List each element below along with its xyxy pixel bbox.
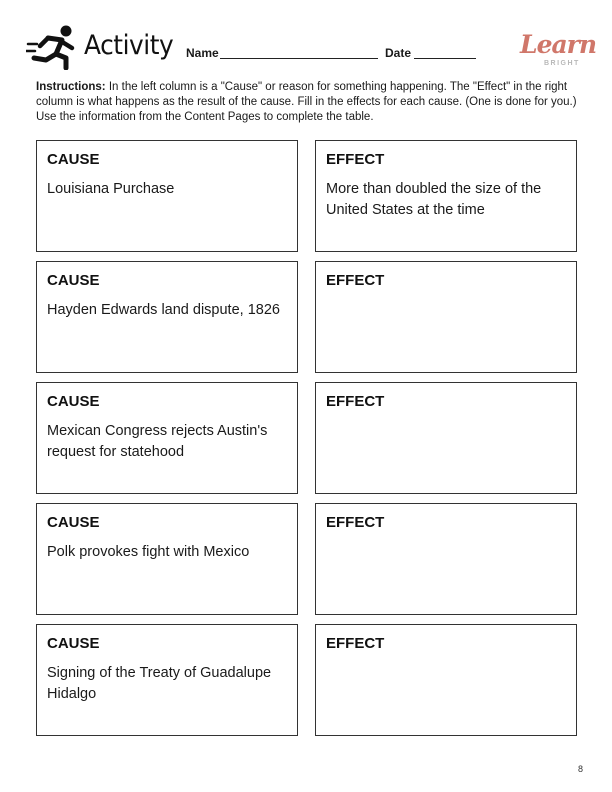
cause-heading: CAUSE	[47, 272, 100, 289]
logo-text: Learn	[520, 30, 597, 59]
cause-heading: CAUSE	[47, 514, 100, 531]
date-field[interactable]	[414, 58, 476, 59]
effect-box[interactable]	[315, 624, 577, 736]
cause-heading: CAUSE	[47, 393, 100, 410]
cause-box	[36, 503, 298, 615]
learn-bright-logo	[520, 30, 597, 76]
cause-text: Mexican Congress rejects Austin's request for statehood	[47, 423, 268, 460]
effect-box[interactable]	[315, 503, 577, 615]
cause-box	[36, 382, 298, 494]
logo-subtext: BRIGHT	[544, 60, 580, 67]
page-header	[0, 0, 612, 80]
cause-box	[36, 261, 298, 373]
cause-text: Louisiana Purchase	[47, 181, 175, 197]
cause-heading: CAUSE	[47, 151, 100, 168]
effect-heading: EFFECT	[326, 151, 385, 168]
effect-text[interactable]: More than doubled the size of the United States at the time	[326, 181, 542, 218]
instructions	[36, 80, 584, 125]
effect-heading: EFFECT	[326, 393, 385, 410]
effect-heading: EFFECT	[326, 272, 385, 289]
activity-title: Activity	[84, 30, 174, 61]
date-label: Date	[385, 46, 412, 60]
cause-box	[36, 140, 298, 252]
name-field[interactable]	[220, 58, 378, 59]
instructions-text: In the left column is a "Cause" or reason for something happening. The "Effect" in the right column is what happens as the result of the cause. Fill in the effects for each cause. (One is done for you.) Use the information from the Content Pages to complete the table.	[36, 81, 577, 123]
instructions-label: Instructions:	[36, 81, 106, 93]
cause-text: Polk provokes fight with Mexico	[47, 544, 250, 560]
cause-text: Hayden Edwards land dispute, 1826	[47, 302, 280, 318]
page-number: 8	[578, 764, 584, 774]
name-label: Name	[186, 46, 219, 60]
cause-heading: CAUSE	[47, 635, 100, 652]
running-person-icon	[26, 24, 78, 70]
effect-box[interactable]	[315, 261, 577, 373]
effect-box[interactable]	[315, 140, 577, 252]
cause-text: Signing of the Treaty of Guadalupe Hidalgo	[47, 665, 272, 702]
cause-box	[36, 624, 298, 736]
effect-heading: EFFECT	[326, 514, 385, 531]
effect-box[interactable]	[315, 382, 577, 494]
effect-heading: EFFECT	[326, 635, 385, 652]
